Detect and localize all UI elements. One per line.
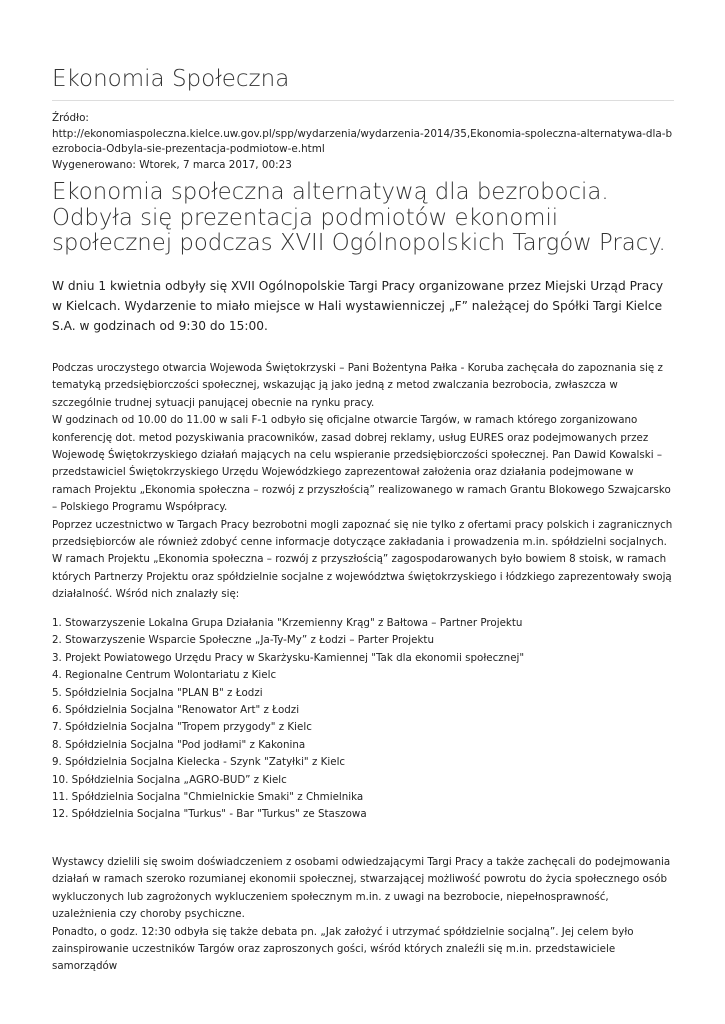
list-item: 12. Spółdzielnia Socjalna "Turkus" - Bar "Turkus" ze Staszowa	[52, 808, 367, 821]
closing-paragraph: Wystawcy dzielili się swoim doświadczeniem z osobami odwiedzającymi Targi Pracy a także zachęcali do podejmowania działań w ramach szeroko rozumianej ekonomii społecznej, stwarzającej możliwość powrotu do życia społecznego osób wykluczonych lub zagrożonych wykluczeniem społecznym m.in. z uwagi na bezrobocie, niepełnosprawność, uzależnienia czy choroby psychiczne.	[52, 856, 671, 921]
generated-date: Wygenerowano: Wtorek, 7 marca 2017, 00:23	[52, 158, 292, 171]
list-item: 11. Spółdzielnia Socjalna "Chmielnickie Smaki" z Chmielnika	[52, 791, 364, 804]
list-item: 5. Spółdzielnia Socjalna "PLAN B" z Łodzi	[52, 686, 263, 699]
body-paragraph: Poprzez uczestnictwo w Targach Pracy bezrobotni mogli zapoznać się nie tylko z ofertami pracy polskich i zagranicznych przedsiębiorców ale również zdobyć cenne informacje dotyczące zakładania i prowadzenia m.in. spółdzielni socjalnych. W ramach Projektu „Ekonomia społeczna – rozwój z przyszłością” zagospodarowanych było bowiem 8 stoisk, w ramach których Partnerzy Projektu oraz spółdzielnie socjalne z województwa świętokrzyskiego i łódzkiego zaprezentowały swoją działalność. Wśród nich znalazły się:	[52, 518, 673, 601]
source-info	[52, 111, 674, 173]
list-item: 2. Stowarzyszenie Wsparcie Społeczne „Ja-Ty-My” z Łodzi – Parter Projektu	[52, 634, 434, 647]
article-lead: W dniu 1 kwietnia odbyły się XVII Ogólnopolskie Targi Pracy organizowane przez Miejski Urząd Pracy w Kielcach. Wydarzenie to miało miejsce w Hali wystawienniczej „F” należącej do Spółki Targi Kielce S.A. w godzinach od 9:30 do 15:00.	[52, 279, 664, 333]
closing-section	[52, 854, 674, 976]
site-title: Ekonomia Społeczna	[52, 66, 290, 92]
body-paragraph: Podczas uroczystego otwarcia Wojewoda Świętokrzyski – Pani Bożentyna Pałka - Koruba zachęcała do zapoznania się z tematyką przedsiębiorczości społecznej, wskazując ją jako jedną z metod zwalczania bezrobocia, zwłaszcza w szczególnie trudnej sytuacji panującej obecnie na rynku pracy.	[52, 362, 663, 409]
list-item: 1. Stowarzyszenie Lokalna Grupa Działania "Krzemienny Krąg" z Bałtowa – Partner Projektu	[52, 617, 523, 629]
header-divider	[52, 100, 674, 101]
list-item: 6. Spółdzielnia Socjalna "Renowator Art" z Łodzi	[52, 704, 300, 717]
article-body	[52, 360, 674, 604]
list-item: 9. Spółdzielnia Socjalna Kielecka - Szynk "Zatyłki" z Kielc	[52, 756, 346, 769]
source-url[interactable]: http://ekonomiaspoleczna.kielce.uw.gov.pl/spp/wydarzenia/wydarzenia-2014/35,Ekonomia-spoleczna-alternatywa-dla-bezrobocia-Odbyla-sie-prezentacja-podmiotow-e.html	[52, 127, 673, 155]
list-item: 10. Spółdzielnia Socjalna „AGRO-BUD” z Kielc	[52, 773, 287, 786]
body-paragraph: W godzinach od 10.00 do 11.00 w sali F-1 odbyło się oficjalne otwarcie Targów, w ramach którego zorganizowano konferencję dot. metod pozyskiwania pracowników, zasad dobrej reklamy, usług EURES oraz podejmowanych przez Wojewodę Świętokrzyskiego działań mających na celu wspieranie przedsiębiorczości społecznej. Pan Dawid Kowalski – przedstawiciel Świętokrzyskiego Urzędu Wojewódzkiego zaprezentował założenia oraz działania podejmowane w ramach Projektu „Ekonomia społeczna – rozwój z przyszłością” realizowanego w ramach Grantu Blokowego Szwajcarsko – Polskiego Programu Współpracy.	[52, 414, 671, 514]
exhibitor-list	[52, 615, 674, 824]
list-item: 4. Regionalne Centrum Wolontariatu z Kielc	[52, 669, 277, 682]
closing-paragraph: Ponadto, o godz. 12:30 odbyła się także debata pn. „Jak założyć i utrzymać spółdzielnie socjalną”. Jej celem było zainspirowanie uczestników Targów oraz zaproszonych gości, wśród których znaleźli się m.in. przedstawiciele samorządów	[52, 925, 634, 973]
list-item: 7. Spółdzielnia Socjalna "Tropem przygody" z Kielc	[52, 721, 312, 734]
list-item: 3. Projekt Powiatowego Urzędu Pracy w Skarżysku-Kamiennej "Tak dla ekonomii społecznej"	[52, 651, 525, 664]
article-title: Ekonomia społeczna alternatywą dla bezrobocia. Odbyła się prezentacja podmiotów ekonomii społecznej podczas XVII Ogólnopolskich Targów Pracy.	[52, 179, 666, 256]
list-item: 8. Spółdzielnia Socjalna "Pod jodłami" z Kakonina	[52, 738, 306, 751]
source-label: Źródło:	[52, 112, 89, 124]
